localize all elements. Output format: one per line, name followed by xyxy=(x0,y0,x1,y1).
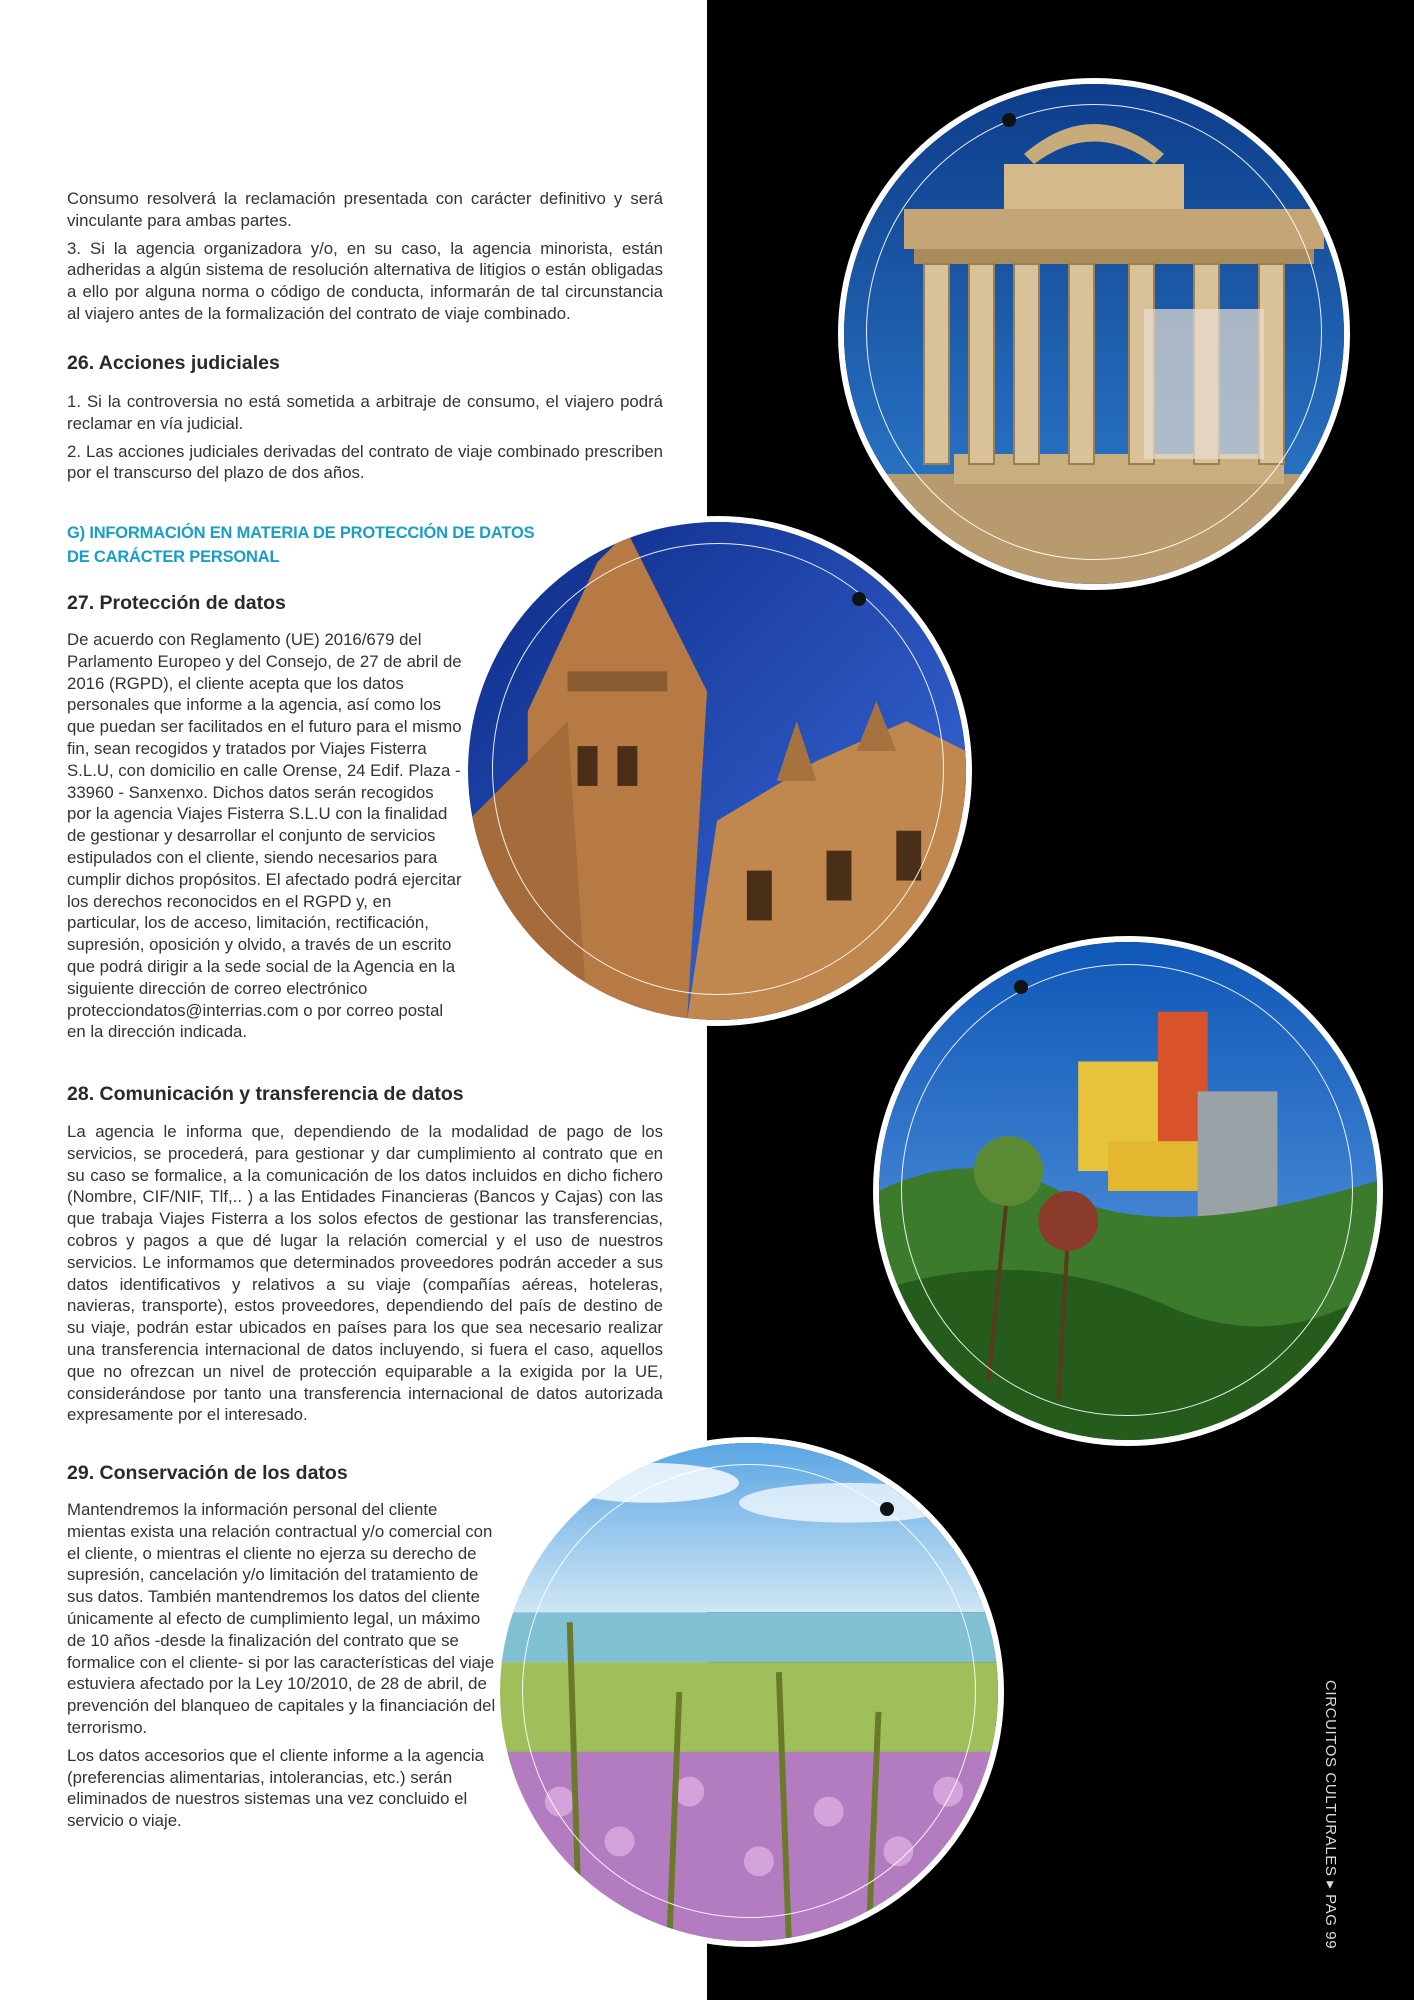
s29-paragraph-2: Los datos accesorios que el cliente informe a la agencia (preferencias alimentarias, intolerancias, etc.) serán eliminados de nuestros sistemas una vez concluido el servicio o viaje. xyxy=(67,1745,484,1831)
s27-paragraph-1: De acuerdo con Reglamento (UE) 2016/679 del Parlamento Europeo y del Consejo, de 27 de abril de 2016 (RGPD), el cliente acepta que los datos personales que informe a la agencia, así como los que puedan ser facilitados en el futuro para el mismo fin, sean recogidos y tratados por Viajes Fisterra S.L.U, con domicilio en calle Orense, 24 Edif. Plaza - 33960 - Sanxenxo. Dichos datos serán recogidos por la agencia Viajes Fisterra S.L.U con la finalidad de gestionar y desarrollar el conjunto de servicios estipulados con el cliente, siendo necesarios para cumplir dichos propósitos. El afectado podrá ejercitar los derechos reconocidos en el RGPD y, en particular, los de acceso, limitación, rectificación, supresión, oposición y olvido, a través de un escrito que podrá dirigir a la sede social de la Agencia en la siguiente dirección de correo electrónico protecciondatos@interrias.com o por correo postal en la dirección indicada. xyxy=(67,630,462,1042)
palace-ring xyxy=(901,964,1353,1416)
tower-ring xyxy=(492,543,944,995)
heading-27: 27. Protección de datos xyxy=(67,592,286,614)
section-27-text xyxy=(67,629,462,1049)
section-28-text xyxy=(67,1121,663,1432)
tower-dot xyxy=(852,592,866,606)
s26-paragraph-1: 1. Si la controversia no está sometida a arbitraje de consumo, el viajero podrá reclamar en vía judicial. xyxy=(67,392,663,433)
section-26-text xyxy=(67,391,663,490)
heading-28: 28. Comunicación y transferencia de datos xyxy=(67,1083,464,1105)
section-g-line-2: DE CARÁCTER PERSONAL xyxy=(67,548,280,566)
temple-ring xyxy=(866,104,1322,560)
intro-paragraph-1: Consumo resolverá la reclamación presentada con carácter definitivo y será vinculante para ambas partes. xyxy=(67,189,663,230)
flowers-ring xyxy=(522,1464,976,1918)
heading-29: 29. Conservación de los datos xyxy=(67,1462,348,1484)
intro-paragraph-2: 3. Si la agencia organizadora y/o, en su caso, la agencia minorista, están adheridas a algún sistema de resolución alternativa de litigios o están obligadas a ello por alguna norma o código de conducta, informarán de tal circunstancia al viajero antes de la formalización del contrato de viaje combinado. xyxy=(67,238,663,323)
section-g-title xyxy=(67,521,587,569)
page-side-label: CIRCUITOS CULTURALES ▸ PAG 99 xyxy=(1322,1680,1339,1950)
flowers-dot xyxy=(880,1502,894,1516)
section-g-line-1: G) INFORMACIÓN EN MATERIA DE PROTECCIÓN DE DATOS xyxy=(67,524,535,542)
palace-dot xyxy=(1014,980,1028,994)
s29-paragraph-1: Mantendremos la información personal del cliente mientas exista una relación contractual y/o comercial con el cliente, o mientras el cliente no ejerza su derecho de supresión, cancelación y/o limitación del tratamiento de sus datos. También mantendremos los datos del cliente únicamente al efecto de cumplimiento legal, un máximo de 10 años -desde la finalización del contrato que se formalice con el cliente- si por las características del viaje estuviera afectado por la Ley 10/2010, de 28 de abril, de prevención del blanqueo de capitales y la financiación del terrorismo. xyxy=(67,1500,496,1737)
section-29-text xyxy=(67,1499,497,1838)
temple-dot xyxy=(1002,113,1016,127)
intro-text xyxy=(67,188,663,331)
s26-paragraph-2: 2. Las acciones judiciales derivadas del contrato de viaje combinado prescriben por el transcurso del plazo de dos años. xyxy=(67,441,663,483)
s28-paragraph-1: La agencia le informa que, dependiendo de la modalidad de pago de los servicios, se procederá, para gestionar y dar cumplimiento al contrato que en su caso se formalice, a la comunicación de los datos incluidos en dicho fichero (Nombre, CIF/NIF, Tlf,.. ) a las Entidades Financieras (Bancos y Cajas) con las que trabaja Viajes Fisterra a los solos efectos de gestionar las transferencias, cobros y pagos a que dé lugar la relación comercial y el uso de nuestros servicios. Le informamos que determinados proveedores podrán acceder a sus datos identificativos y relativos a su viaje (compañías aéreas, hoteleras, navieras, transporte), estos proveedores, dependiendo del país de destino de su viaje, podrán estar ubicados en países para los que sea necesario realizar una transferencia internacional de datos incluyendo, si fuera el caso, aquellos que no ofrezcan un nivel de protección equiparable a la exigida por la UE, considerándose por tanto una transferencia internacional de datos autorizada expresamente por el interesado. xyxy=(67,1122,663,1425)
heading-26: 26. Acciones judiciales xyxy=(67,352,280,374)
